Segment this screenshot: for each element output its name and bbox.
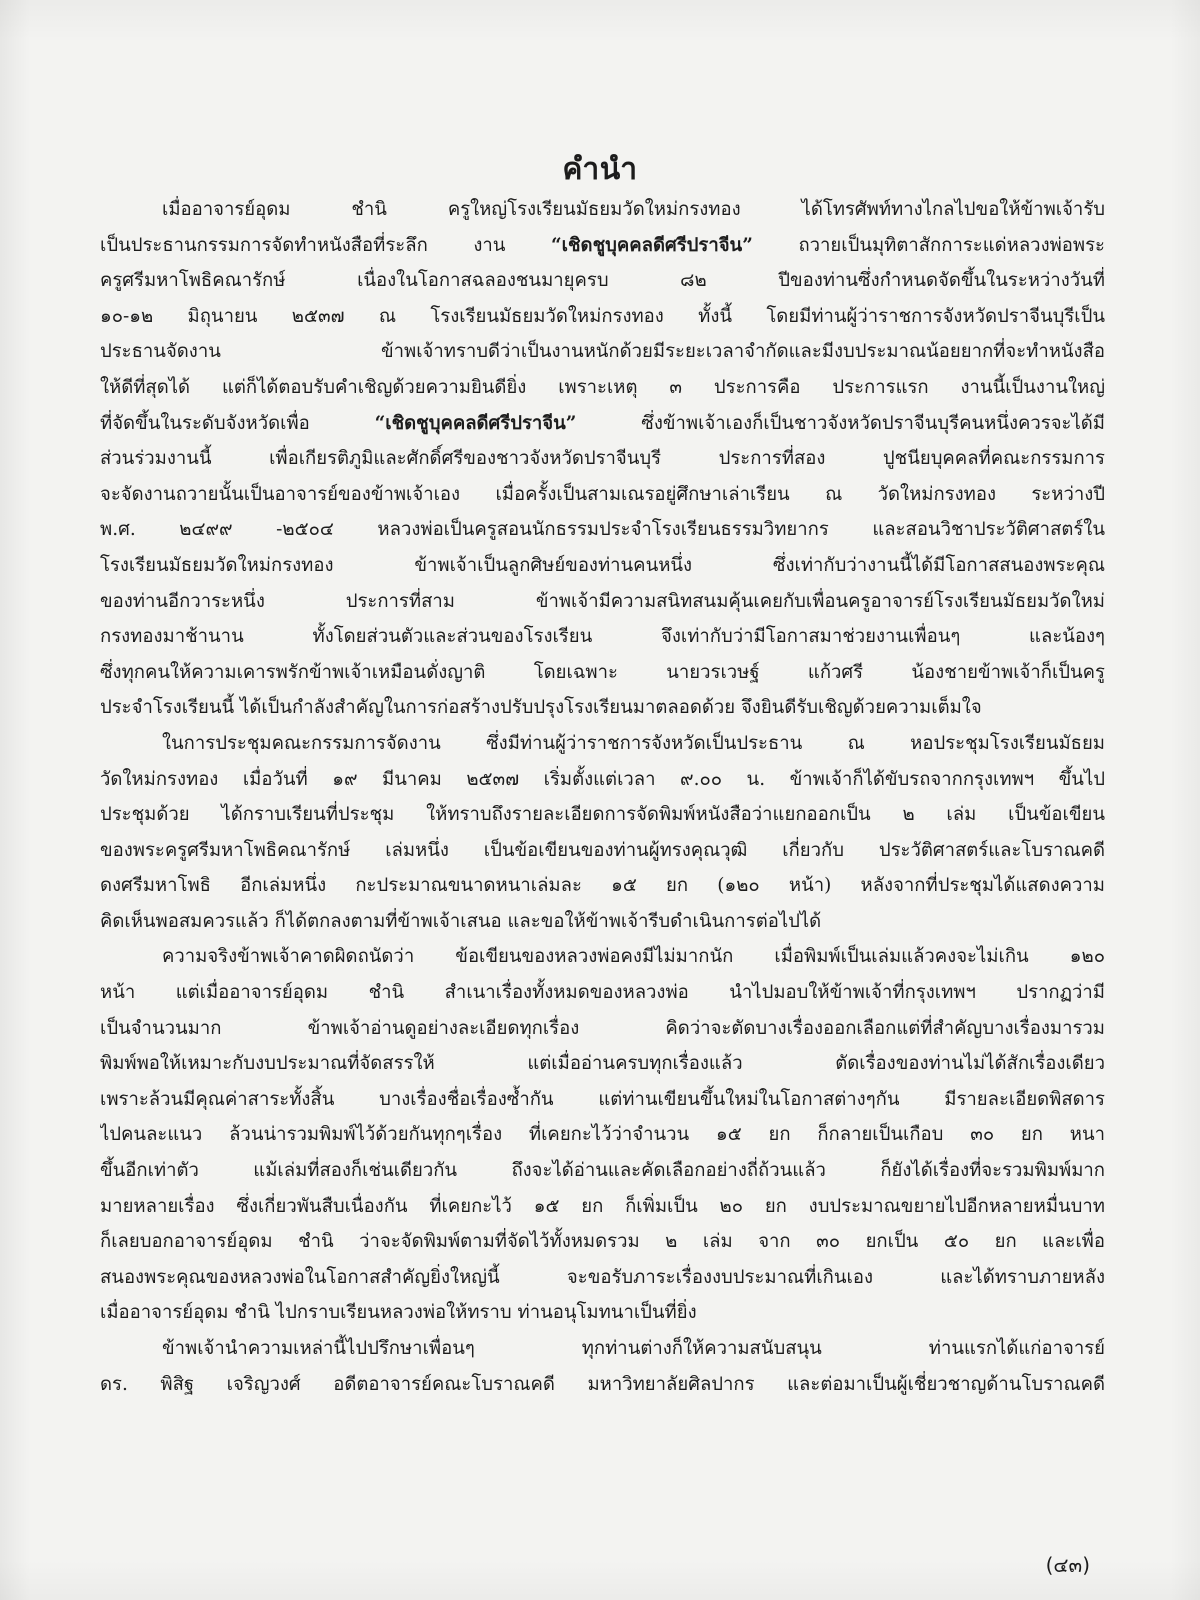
text-line: ความจริงข้าพเจ้าคาดผิดถนัดว่า ข้อเขียนของหลวงพ่อคงมีไม่มากนัก เมื่อพิมพ์เป็นเล่มแล้วคงจะไม่เกิน ๑๒๐ [162,946,1105,968]
text-line: ไปคนละแนว ล้วนน่ารวมพิมพ์ไว้ด้วยกันทุกๆเรื่อง ที่เคยกะไว้ว่าจำนวน ๑๕ ยก ก็กลายเป็นเกือบ ๓๐ ยก หนา [100,1124,1105,1146]
text-line: เมื่ออาจารย์อุดม ชำนิ ไปกราบเรียนหลวงพ่อให้ทราบ ท่านอนุโมทนาเป็นที่ยิ่ง [100,1302,697,1324]
text-line: ในการประชุมคณะกรรมการจัดงาน ซึ่งมีท่านผู้ว่าราชการจังหวัดเป็นประธาน ณ หอประชุมโรงเรียนมัธยม [162,732,1105,754]
text-line: ซึ่งทุกคนให้ความเคารพรักข้าพเจ้าเหมือนดั่งญาติ โดยเฉพาะ นายวรเวษฐ์ แก้วศรี น้องชายข้าพเจ้าก็เป็นครู [100,661,1105,683]
text-line: ๑๐-๑๒ มิถุนายน ๒๕๓๗ ณ โรงเรียนมัธยมวัดใหม่กรงทอง ทั้งนี้ โดยมีท่านผู้ว่าราชการจังหวัดปราจีนบุรีเป็น [100,305,1105,327]
text-line: ของท่านอีกวาระหนึ่ง ประการที่สาม ข้าพเจ้ามีความสนิทสนมคุ้นเคยกับเพื่อนครูอาจารย์โรงเรียนมัธยมวัดใหม่ [100,590,1105,612]
text-line: ที่จัดขึ้นในระดับจังหวัดเพื่อ “เชิดชูบุคคลดีศรีปราจีน” ซึ่งข้าพเจ้าเองก็เป็นชาวจังหวัดปราจีนบุรีคนหนึ่งควรจะได้มี [100,412,1105,434]
text-line: มายหลายเรื่อง ซึ่งเกี่ยวพันสืบเนื่องกัน ที่เคยกะไว้ ๑๕ ยก ก็เพิ่มเป็น ๒๐ ยก งบประมาณขยายไปอีกหลายหมื่นบาท [100,1195,1105,1217]
text-line: ส่วนร่วมงานนี้ เพื่อเกียรติภูมิและศักดิ์ศรีของชาวจังหวัดปราจีนบุรี ประการที่สอง ปูชนียบุคคลที่คณะกรรมการ [100,448,1105,470]
text-line: เพราะล้วนมีคุณค่าสาระทั้งสิ้น บางเรื่องชื่อเรื่องซ้ำกัน แต่ท่านเขียนขึ้นใหม่ในโอกาสต่างๆกัน มีรายละเอียดพิสดาร [100,1088,1105,1110]
text-line: คิดเห็นพอสมควรแล้ว ก็ได้ตกลงตามที่ข้าพเจ้าเสนอ และขอให้ข้าพเจ้ารีบดำเนินการต่อไปได้ [100,910,822,932]
text-line: วัดใหม่กรงทอง เมื่อวันที่ ๑๙ มีนาคม ๒๕๓๗ เริ่มตั้งแต่เวลา ๙.๐๐ น. ข้าพเจ้าก็ได้ขับรถจากกรุงเทพฯ ขึ้นไป [100,768,1105,790]
emphasized-text: “เชิดชูบุคคลดีศรีปราจีน” [374,412,577,434]
text-line: พิมพ์พอให้เหมาะกับงบประมาณที่จัดสรรให้ แต่เมื่ออ่านครบทุกเรื่องแล้ว ตัดเรื่องของท่านไม่ได้สักเรื่องเดียว [100,1053,1105,1075]
text-line: หน้า แต่เมื่ออาจารย์อุดม ชำนิ สำเนาเรื่องทั้งหมดของหลวงพ่อ นำไปมอบให้ข้าพเจ้าที่กรุงเทพฯ ปรากฏว่ามี [100,982,1105,1004]
text-line: จะจัดงานถวายนั้นเป็นอาจารย์ของข้าพเจ้าเอง เมื่อครั้งเป็นสามเณรอยู่ศึกษาเล่าเรียน ณ วัดใหม่กรงทอง ระหว่างปี [100,483,1105,505]
text-line: เป็นประธานกรรมการจัดทำหนังสือที่ระลึก งาน “เชิดชูบุคคลดีศรีปราจีน” ถวายเป็นมุทิตาสักการะแด่หลวงพ่อพระ [100,234,1105,256]
text-line: โรงเรียนมัธยมวัดใหม่กรงทอง ข้าพเจ้าเป็นลูกศิษย์ของท่านคนหนึ่ง ซึ่งเท่ากับว่างานนี้ได้มีโอกาสสนองพระคุณ [100,554,1105,576]
text-line: ขึ้นอีกเท่าตัว แม้เล่มที่สองก็เช่นเดียวกัน ถึงจะได้อ่านและคัดเลือกอย่างถี่ถ้วนแล้ว ก็ยังได้เรื่องที่จะรวมพิมพ์มาก [100,1160,1105,1182]
text-line: ของพระครูศรีมหาโพธิคณารักษ์ เล่มหนึ่ง เป็นข้อเขียนของท่านผู้ทรงคุณวุฒิ เกี่ยวกับ ประวัติศาสตร์และโบราณคดี [100,839,1105,861]
body-text [100,192,1105,1402]
text-line: ประจำโรงเรียนนี้ ได้เป็นกำลังสำคัญในการก่อสร้างปรับปรุงโรงเรียนมาตลอดด้วย จึงยินดีรับเชิญด้วยความเต็มใจ [100,697,982,719]
text-line: ครูศรีมหาโพธิคณารักษ์ เนื่องในโอกาสฉลองชนมายุครบ ๘๒ ปีของท่านซึ่งกำหนดจัดขึ้นในระหว่างวันที่ [100,270,1105,292]
text-line: เมื่ออาจารย์อุดม ชำนิ ครูใหญ่โรงเรียนมัธยมวัดใหม่กรงทอง ได้โทรศัพท์ทางไกลไปขอให้ข้าพเจ้ารับ [162,199,1105,220]
page-number: (๔๓) [1045,1553,1090,1577]
text-line: ให้ดีที่สุดได้ แต่ก็ได้ตอบรับคำเชิญด้วยความยินดียิ่ง เพราะเหตุ ๓ ประการคือ ประการแรก งานนี้เป็นงานใหญ่ [100,376,1105,398]
text-line: ดร. พิสิฐ เจริญวงศ์ อดีตอาจารย์คณะโบราณคดี มหาวิทยาลัยศิลปากร และต่อมาเป็นผู้เชี่ยวชาญด้านโบราณคดี [100,1373,1105,1395]
page-title: คำนำ [562,152,638,187]
emphasized-text: “เชิดชูบุคคลดีศรีปราจีน” [551,234,753,256]
text-line: ดงศรีมหาโพธิ อีกเล่มหนึ่ง กะประมาณขนาดหนาเล่มละ ๑๕ ยก (๑๒๐ หน้า) หลังจากที่ประชุมได้แสดงความ [100,875,1105,897]
text-line: เป็นจำนวนมาก ข้าพเจ้าอ่านดูอย่างละเอียดทุกเรื่อง คิดว่าจะตัดบางเรื่องออกเลือกแต่ที่สำคัญบางเรื่องมารวม [100,1017,1105,1039]
text-line: สนองพระคุณของหลวงพ่อในโอกาสสำคัญยิ่งใหญ่นี้ จะขอรับภาระเรื่องงบประมาณที่เกินเอง และได้ทราบภายหลัง [100,1266,1105,1288]
text-line: ประชุมด้วย ได้กราบเรียนที่ประชุม ให้ทราบถึงรายละเอียดการจัดพิมพ์หนังสือว่าแยกออกเป็น ๒ เล่ม เป็นข้อเขียน [100,804,1105,826]
text-line: ประธานจัดงาน ข้าพเจ้าทราบดีว่าเป็นงานหนักด้วยมีระยะเวลาจำกัดและมีงบประมาณน้อยยากที่จะทำหนังสือ [100,341,1105,363]
text-line: พ.ศ. ๒๔๙๙ -๒๕๐๔ หลวงพ่อเป็นครูสอนนักธรรมประจำโรงเรียนธรรมวิทยากร และสอนวิชาประวัติศาสตร์ใน [100,519,1105,541]
text-line: ก็เลยบอกอาจารย์อุดม ชำนิ ว่าจะจัดพิมพ์ตามที่จัดไว้ทั้งหมดรวม ๒ เล่ม จาก ๓๐ ยกเป็น ๕๐ ยก และเพื่อ [100,1231,1105,1253]
text-line: กรงทองมาช้านาน ทั้งโดยส่วนตัวและส่วนของโรงเรียน จึงเท่ากับว่ามีโอกาสมาช่วยงานเพื่อนๆ และน้องๆ [100,626,1105,648]
text-line: ข้าพเจ้านำความเหล่านี้ไปปรึกษาเพื่อนๆ ทุกท่านต่างก็ให้ความสนับสนุน ท่านแรกได้แก่อาจารย์ [162,1338,1105,1359]
